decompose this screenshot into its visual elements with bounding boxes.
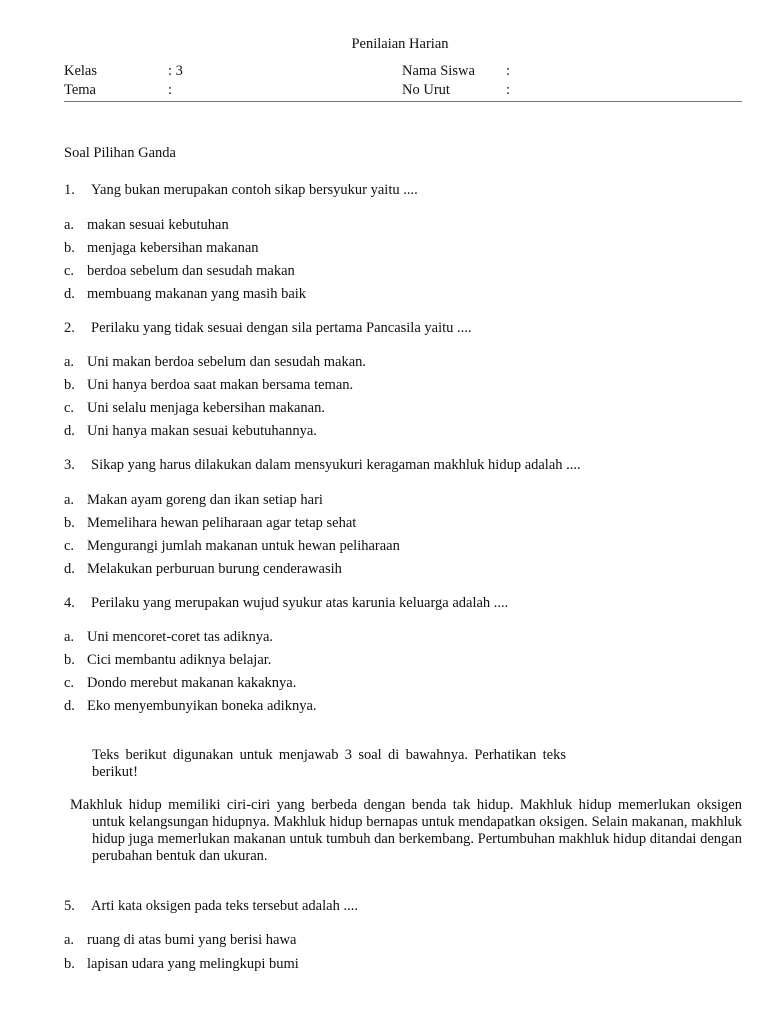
option-letter: a.	[64, 932, 75, 948]
option-text: Melakukan perburuan burung cenderawasih	[87, 561, 342, 577]
option-letter: d.	[64, 561, 75, 577]
header-divider	[64, 101, 742, 102]
page-title: Penilaian Harian	[351, 36, 449, 52]
kelas-label: Kelas	[64, 63, 98, 79]
option-text: makan sesuai kebutuhan	[87, 217, 229, 233]
question-number: 1.	[64, 182, 75, 198]
option-text: Dondo merebut makanan kakaknya.	[87, 675, 297, 691]
option-text: lapisan udara yang melingkupi bumi	[87, 956, 299, 972]
option-text: Uni makan berdoa sebelum dan sesudah makan.	[87, 354, 367, 370]
option-letter: d.	[64, 698, 75, 714]
question-number: 2.	[64, 320, 75, 336]
option-text: menjaga kebersihan makanan	[87, 240, 259, 256]
option-letter: b.	[64, 515, 75, 531]
option-letter: b.	[64, 956, 75, 972]
option-letter: a.	[64, 629, 75, 645]
option-letter: a.	[64, 492, 75, 508]
option-text: Cici membantu adiknya belajar.	[87, 652, 272, 668]
question-number: 4.	[64, 595, 75, 611]
option-letter: b.	[64, 377, 75, 393]
section-heading: Soal Pilihan Ganda	[64, 145, 176, 161]
kelas-value: : 3	[168, 63, 183, 79]
tema-label: Tema	[64, 82, 96, 98]
option-letter: c.	[64, 400, 75, 416]
passage-instruction: Teks berikut digunakan untuk menjawab 3 soal di bawahnya. Perhatikan teks berikut!	[92, 747, 566, 780]
option-text: Uni mencoret-coret tas adiknya.	[87, 629, 274, 645]
question-text: Arti kata oksigen pada teks tersebut adalah ....	[91, 898, 358, 914]
option-letter: c.	[64, 675, 75, 691]
question-text: Sikap yang harus dilakukan dalam mensyukuri keragaman makhluk hidup adalah ....	[91, 457, 581, 473]
question-text: Perilaku yang merupakan wujud syukur atas karunia keluarga adalah ....	[91, 595, 509, 611]
question-text: Perilaku yang tidak sesuai dengan sila pertama Pancasila yaitu ....	[91, 320, 472, 336]
option-text: ruang di atas bumi yang berisi hawa	[87, 932, 297, 948]
option-text: Uni selalu menjaga kebersihan makanan.	[87, 400, 325, 416]
nama-siswa-value: :	[506, 63, 511, 79]
nama-siswa-label: Nama Siswa	[402, 63, 475, 79]
option-letter: d.	[64, 423, 75, 439]
no-urut-value: :	[506, 82, 511, 98]
option-text: berdoa sebelum dan sesudah makan	[87, 263, 295, 279]
option-letter: c.	[64, 263, 75, 279]
option-letter: b.	[64, 240, 75, 256]
tema-value: :	[168, 82, 173, 98]
question-text: Yang bukan merupakan contoh sikap bersyukur yaitu ....	[91, 182, 418, 198]
option-letter: a.	[64, 354, 75, 370]
option-letter: d.	[64, 286, 75, 302]
option-letter: a.	[64, 217, 75, 233]
option-text: Makan ayam goreng dan ikan setiap hari	[87, 492, 323, 508]
option-text: Eko menyembunyikan boneka adiknya.	[87, 698, 317, 714]
option-text: Memelihara hewan peliharaan agar tetap sehat	[87, 515, 357, 531]
no-urut-label: No Urut	[402, 82, 450, 98]
option-text: Mengurangi jumlah makanan untuk hewan peliharaan	[87, 538, 400, 554]
question-number: 3.	[64, 457, 75, 473]
reading-passage: Makhluk hidup memiliki ciri-ciri yang berbeda dengan benda tak hidup. Makhluk hidup memerlukan oksigen untuk kelangsungan hidupnya. Makhluk hidup bernapas untuk mendapatkan oksigen. Selain makanan, makhluk hidup juga memerlukan makanan untuk tumbuh dan berkembang. Pertumbuhan makhluk hidup ditandai dengan perubahan bentuk dan ukuran.	[70, 797, 742, 864]
question-number: 5.	[64, 898, 75, 914]
header-row-tema	[64, 82, 742, 100]
option-text: Uni hanya berdoa saat makan bersama teman.	[87, 377, 354, 393]
option-letter: b.	[64, 652, 75, 668]
option-text: membuang makanan yang masih baik	[87, 286, 307, 302]
option-letter: c.	[64, 538, 75, 554]
option-text: Uni hanya makan sesuai kebutuhannya.	[87, 423, 317, 439]
header-row-kelas	[64, 63, 742, 81]
